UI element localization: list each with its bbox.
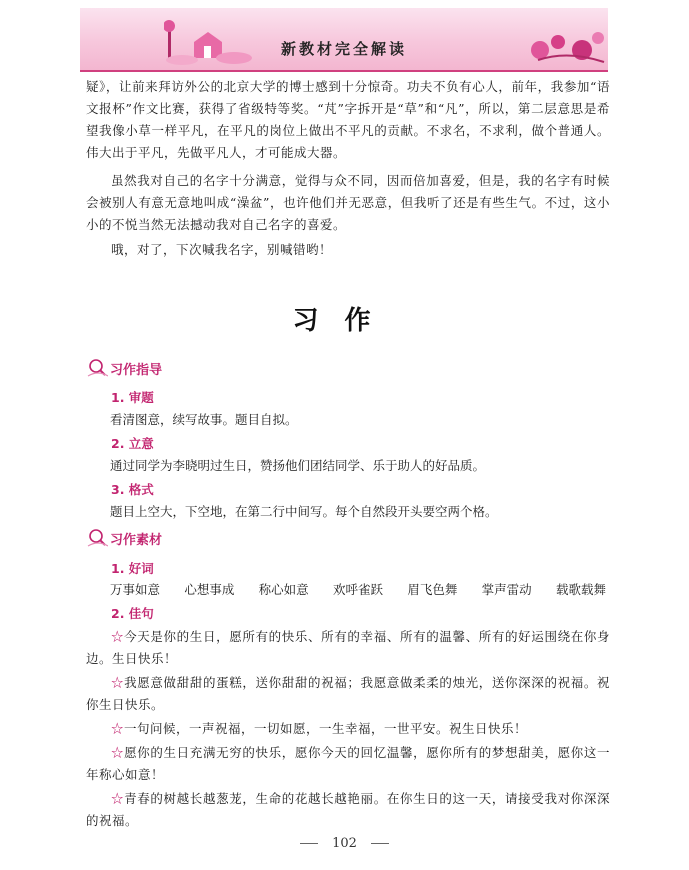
sentence-item-1: ☆今天是你的生日，愿所有的快乐、所有的幸福、所有的温馨、所有的好运围绕在你身边。生日快乐！ (86, 629, 610, 666)
sentence-item-5: ☆青春的树越长越葱茏，生命的花越长越艳丽。在你生日的这一天，请接受我对你深深的祝福。 (86, 791, 610, 828)
star-icon: ☆ (111, 629, 125, 644)
good-words-list (110, 580, 606, 598)
flower-illustration (528, 20, 608, 68)
writing-material-label: 习作素材 (110, 532, 163, 548)
writing-guide-label: 习作指导 (110, 362, 163, 378)
paragraph-name-feelings: 虽然我对自己的名字十分满意，觉得与众不同，因而倍加喜爱，但是，我的名字有时候会被别人有意无意地叫成“澡盆”，也许他们并无恶意，但我听了还是有些生气。不过，这小小的不悦当然无法撼动我对自己名字的喜爱。 (86, 173, 610, 232)
footer-dash-left (300, 843, 318, 844)
writing-guide-heading (86, 358, 162, 378)
star-icon: ☆ (111, 745, 125, 760)
guide-item-label-1: 1. 审题 (111, 390, 154, 405)
writing-material-heading (86, 528, 162, 548)
good-words-label: 1. 好词 (111, 561, 154, 576)
paragraph-closing: 哦，对了，下次喊我名字，别喊错哟！ (111, 242, 333, 257)
guide-item-text-2: 通过同学为李晓明过生日，赞扬他们团结同学、乐于助人的好品质。 (110, 458, 486, 473)
header-title: 新教材完全解读 (280, 40, 407, 58)
sentence-item-2: ☆我愿意做甜甜的蛋糕，送你甜甜的祝福；我愿意做柔柔的烛光，送你深深的祝福。祝你生日快乐。 (86, 675, 610, 712)
star-icon: ☆ (111, 675, 125, 690)
good-sentences-label: 2. 佳句 (111, 606, 154, 621)
sentence-item-4: ☆愿你的生日充满无穷的快乐，愿你今天的回忆温馨，愿你所有的梦想甜美，愿你这一年称心如意！ (86, 745, 610, 782)
guide-item-text-1: 看清图意，续写故事。题目自拟。 (110, 412, 298, 427)
sentence-item-3: ☆一句问候，一声祝福，一切如愿，一生幸福，一世平安。祝生日快乐！ (111, 721, 528, 736)
word-item: 万事如意 (110, 582, 161, 597)
section-title: 习作 (292, 306, 397, 336)
guide-item-label-3: 3. 格式 (111, 482, 154, 497)
paragraph-continuation: 疑》，让前来拜访外公的北京大学的博士感到十分惊奇。功夫不负有心人，前年，我参加“语文报杯”作文比赛，获得了省级特等奖。“芃”字拆开是“草”和“凡”，所以，第二层意思是希望我像小草一样平凡，在平凡的岗位上做出不平凡的贡献。不求名，不求利，做个普通人。伟大出于平凡，先做平凡人，才可能成大器。 (86, 79, 610, 160)
word-item: 称心如意 (258, 582, 309, 597)
star-icon: ☆ (111, 791, 125, 806)
page-number: 102 (332, 836, 357, 851)
magnifier-icon (86, 358, 108, 378)
page-footer (0, 836, 689, 851)
word-item: 掌声雷动 (481, 582, 532, 597)
word-item: 欢呼雀跃 (332, 582, 383, 597)
word-item: 心想事成 (184, 582, 235, 597)
magnifier-icon (86, 528, 108, 548)
word-item: 眉飞色舞 (407, 582, 458, 597)
word-item: 载歌载舞 (555, 582, 606, 597)
footer-dash-right (371, 843, 389, 844)
star-icon: ☆ (111, 721, 125, 736)
guide-item-text-3: 题目上空大，下空地，在第二行中间写。每个自然段开头要空两个格。 (110, 504, 498, 519)
guide-item-label-2: 2. 立意 (111, 436, 154, 451)
page-header-banner (80, 8, 608, 72)
